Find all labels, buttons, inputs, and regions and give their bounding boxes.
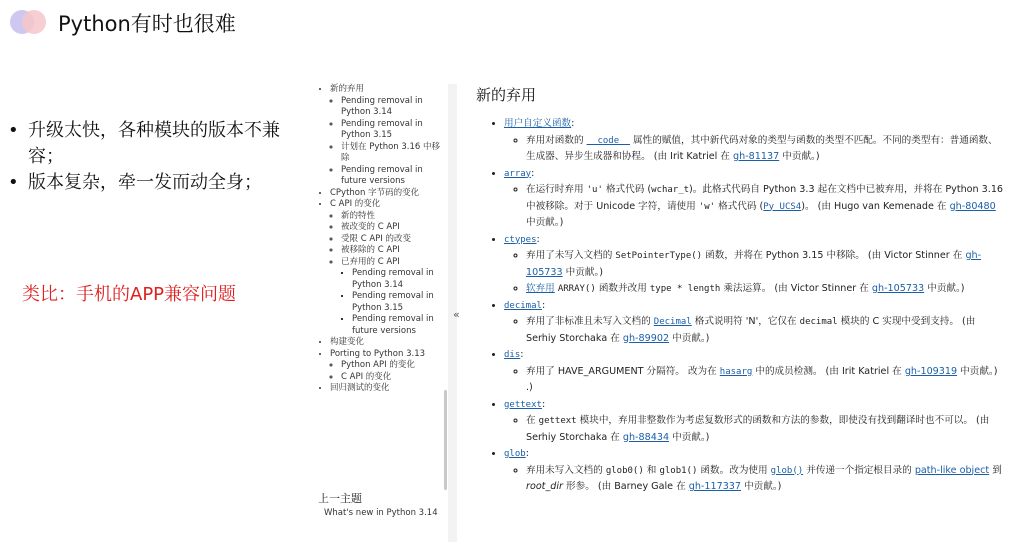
toc-link[interactable]: 新的特性	[341, 210, 376, 221]
gh-issue-link[interactable]: gh-89902	[622, 332, 670, 344]
slide-bullet: • 升级太快，各种模块的版本不兼容；	[8, 118, 298, 170]
toc-link[interactable]: CPython 字节码的变化	[330, 187, 420, 198]
gh-issue-link[interactable]: gh-105733	[871, 283, 925, 294]
toc-link[interactable]: C API 的变化	[341, 371, 392, 382]
toc-link[interactable]: 被移除的 C API	[341, 245, 400, 255]
toc-link[interactable]: Pending removal in Python 3.15	[352, 291, 434, 313]
code-link[interactable]: hasarg	[719, 366, 753, 377]
sidebar-scrollbar[interactable]	[444, 390, 447, 490]
toc-sidebar	[318, 84, 440, 395]
toc-link[interactable]: Pending removal in Python 3.15	[341, 118, 423, 140]
gh-issue-link[interactable]: gh-109319	[904, 365, 958, 377]
gh-issue-link[interactable]: gh-117337	[688, 481, 742, 492]
toc-link[interactable]: 被改变的 C API	[341, 222, 400, 232]
toc-link[interactable]: 受限 C API 的改变	[341, 233, 411, 244]
module-link-decimal[interactable]: decimal	[504, 300, 542, 311]
toc-link[interactable]: Pending removal in future versions	[341, 164, 423, 186]
toc-link[interactable]: Pending removal in Python 3.14	[352, 268, 434, 290]
toc-link[interactable]: Porting to Python 3.13	[330, 348, 426, 359]
toc-link[interactable]: Pending removal in Python 3.14	[341, 95, 423, 117]
gh-issue-link[interactable]: gh-88434	[622, 431, 670, 443]
udf-link[interactable]: 用户自定义函数	[504, 118, 572, 129]
gh-issue-link[interactable]: gh-81137	[733, 151, 780, 162]
slide-bullet-list	[8, 118, 298, 196]
gh-issue-link[interactable]: gh-105733	[526, 250, 982, 278]
analogy-note: 类比：手机的APP兼容问题	[22, 284, 237, 305]
toc-link[interactable]: Python API 的变化	[341, 360, 415, 370]
module-link-glob[interactable]: glob	[504, 449, 526, 459]
code-link[interactable]: glob()	[770, 465, 804, 476]
toc-link[interactable]: 新的弃用	[330, 84, 365, 94]
module-link-dis[interactable]: dis	[504, 350, 521, 360]
glossary-link[interactable]: path-like object	[914, 464, 990, 476]
module-link-array[interactable]: array	[504, 168, 532, 179]
previous-topic-link[interactable]: What's new in Python 3.14	[324, 508, 438, 518]
code-link[interactable]: Py_UCS4	[763, 201, 802, 212]
toc-link[interactable]: 回归测试的变化	[330, 383, 390, 393]
module-link-ctypes[interactable]: ctypes	[504, 234, 537, 245]
slide-bullet: • 版本复杂，牵一发而动全身；	[8, 170, 298, 196]
code-link[interactable]: Decimal	[653, 317, 692, 327]
slide-title: Python有时也很难	[58, 12, 236, 36]
doc-content: 新的弃用 • 用户自定义函数: ◦ 弃用对函数的 __code__ 属性的赋值，其中新代码对象的类型与函数的类型不匹配。不同的类型有：普通函数、生成器、异步生成器和协程。 (由 Irit Katriel 在 gh-81137 中贡献。) • array: ◦ 在运行时弃用 'u' 格式代码 (wchar_t)。此格式代码自 Python 3.3 起在文档中已被弃用，并将在 Python 3.16 中被移除。对于 Unicode 字符，请使用 'w' 格式代码 (Py_UCS4)。 (由 Hugo van Kemenade 在 gh-80480 中贡献。) • ctypes: ◦ 弃用了未写入文档的 SetPointerType() 函数，并将在 Python 3.15 中移除。 (由 Victor Stinner 在 gh-105733 中贡献。) ◦ 软弃用 ARRAY() 函数并改用 type * length 乘法运算。 (由 Victor Stinner 在 gh-105733 中贡献。) • decimal: ◦ 弃用了非标准且未写入文档的 Decimal 格式说明符 'N'，它仅在 decimal 模块的 C 实现中受到支持。 (由 Serhiy Storchaka 在 gh-89902 中贡献。) • dis: ◦ 弃用了 HAVE_ARGUMENT 分隔符。 改为在 hasarg 中的成员检测。 (由 Irit Katriel 在 gh-109319 中贡献。) .) • gettext: ◦ 在 gettext 模块中，弃用非整数作为考虑复数形式的函数和方法的参数，即使没有找到翻译时也不可以。 (由 Serhiy Storchaka 在 gh-88434 中贡献。) • glob: ◦ 弃用未写入文档的 glob0() 和 glob1() 函数。改为使用 glob() 并传递一个指定根目录的 path-like object 到 root_dir 形参。 (由 Barney Gale 在 gh-117337 中贡献。)	[476, 84, 1004, 496]
toc-link[interactable]: C API 的变化	[330, 199, 381, 209]
toc-link[interactable]: 计划在 Python 3.16 中移除	[341, 141, 440, 163]
soft-deprecate-link[interactable]: 软弃用	[526, 283, 555, 294]
previous-topic-heading: 上一主题	[318, 492, 362, 505]
toc-link[interactable]: 构建变化	[330, 337, 365, 347]
code-link[interactable]: __code__	[586, 135, 630, 146]
toc-link[interactable]: Pending removal in future versions	[352, 314, 434, 336]
toc-link[interactable]: 已弃用的 C API	[341, 256, 400, 267]
logo-icon	[10, 10, 46, 34]
module-link-gettext[interactable]: gettext	[504, 399, 542, 410]
gh-issue-link[interactable]: gh-80480	[949, 200, 996, 212]
section-heading: 新的弃用	[476, 86, 537, 104]
collapse-sidebar-icon[interactable]: «	[453, 308, 460, 321]
